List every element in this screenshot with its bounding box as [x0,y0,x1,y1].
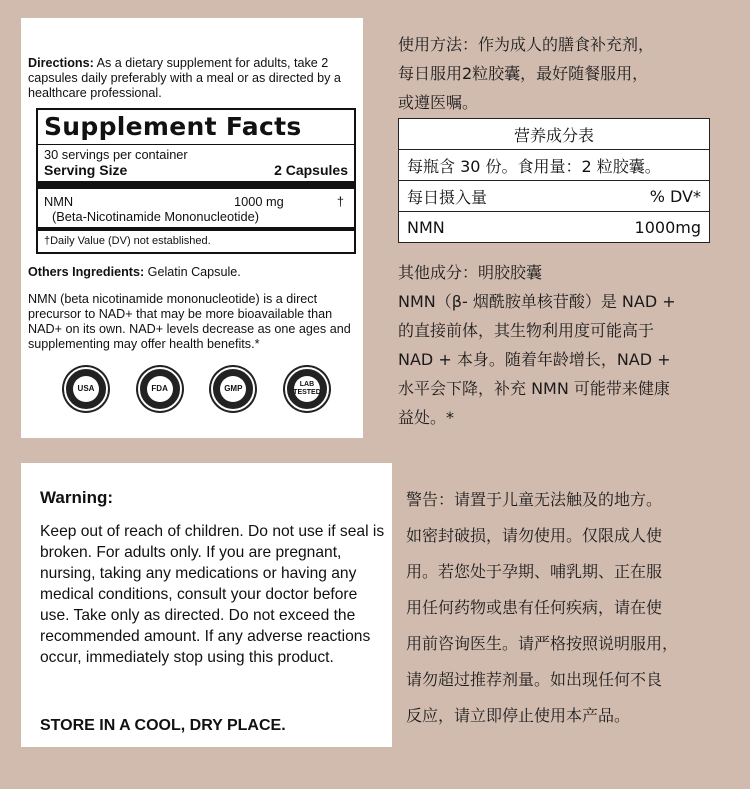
cn-warning-line: 用。若您处于孕期、哺乳期、正在服 [406,562,663,581]
cn-other-line: 益处。* [398,408,455,427]
cn-other-line: 的直接前体，其生物利用度可能高于 [398,321,655,340]
serving-size-value: 2 Capsules [274,162,348,178]
cn-table-row: NMN 1000mg [399,211,709,242]
cn-table-row: 每瓶含 30 份。食用量：2 粒胶囊。 [399,149,709,180]
cn-warning-line: 请勿超过推荐剂量。如出现任何不良 [406,670,663,689]
serving-size-row [38,162,354,178]
serving-size-label: Serving Size [44,162,128,178]
servings-per-container: 30 servings per container [44,147,188,162]
cn-other-line: 水平会下降，补充 NMN 可能带来健康 [398,379,670,398]
cn-warning-line: 用前咨询医生。请严格按照说明服用， [406,634,679,653]
cn-warning-line: 反应，请立即停止使用本产品。 [406,706,631,725]
nmn-description: NMN (beta nicotinamide mononucleotide) is a direct precursor to NAD+ that may be more bioavailable than NAD+ on its own. NAD+ levels decrease as one ages and supplementing may offer health benefits.* [28,292,351,351]
ingredient-amount: 1000 mg [234,194,284,209]
thick-divider [38,181,354,189]
ingredient-full-name: (Beta-Nicotinamide Mononucleotide) [52,209,259,224]
cn-warning-line: 警告：请置于儿童无法触及的地方。 [406,490,663,509]
supplement-facts-panel [36,108,356,254]
others-title: Others Ingredients: [28,265,145,279]
supplement-facts-title: Supplement Facts [44,112,302,141]
made-in-usa-icon: USA [64,367,108,411]
cn-warning-line: 如密封破损，请勿使用。仅限成人使 [406,526,663,545]
supplement-label-card [21,18,363,438]
warning-body: Keep out of reach of children. Do not use if seal is broken. For adults only. If you are pregnant, nursing, taking any medications or having any medical conditions, consult your doctor before use. Take only as directed. Do not exceed the recommended amount. If any adverse reactions occur, immediately stop using this product. [40,523,385,666]
mid-divider [38,227,354,231]
cn-nutrition-table [398,118,710,243]
gmp-icon: GMP [211,367,255,411]
dv-note: †Daily Value (DV) not established. [44,235,211,247]
cn-other-line: 其他成分：明胶胶囊 [398,263,543,282]
ingredient-row [38,194,354,210]
storage-note: STORE IN A COOL, DRY PLACE. [40,717,286,734]
others-text: Gelatin Capsule. [147,265,241,279]
cn-usage-line: 或遵医嘱。 [398,93,479,112]
directions [28,56,358,101]
divider [38,144,354,145]
warning-title: Warning: [40,488,114,507]
cn-usage-line: 每日服用2粒胶囊，最好随餐服用， [398,64,649,83]
cn-warning [406,482,678,734]
ingredient-name: NMN [44,194,74,209]
certification-badges [64,367,329,411]
cn-warning-line: 用任何药物或患有任何疾病，请在使 [406,598,663,617]
cn-table-title: 营养成分表 [513,125,594,145]
fda-approved-icon: FDA [138,367,182,411]
directions-title: Directions: [28,56,94,70]
others-ingredients [28,265,361,280]
lab-tested-icon: LAB TESTED [285,367,329,411]
directions-text: As a dietary supplement for adults, take 2 capsules daily preferably with a meal or as directed by a healthcare professional. [28,56,341,100]
cn-usage [398,30,654,117]
warning-card [21,463,392,747]
cn-other [398,258,676,432]
cn-usage-line: 使用方法：作为成人的膳食补充剂， [398,35,655,54]
cn-other-line: NAD + 本身。随着年龄增长，NAD + [398,350,671,369]
cn-table-row: 每日摄入量 % DV* [399,180,709,211]
ingredient-dv: † [336,194,344,209]
cn-other-line: NMN（β- 烟酰胺单核苷酸）是 NAD + [398,292,676,311]
